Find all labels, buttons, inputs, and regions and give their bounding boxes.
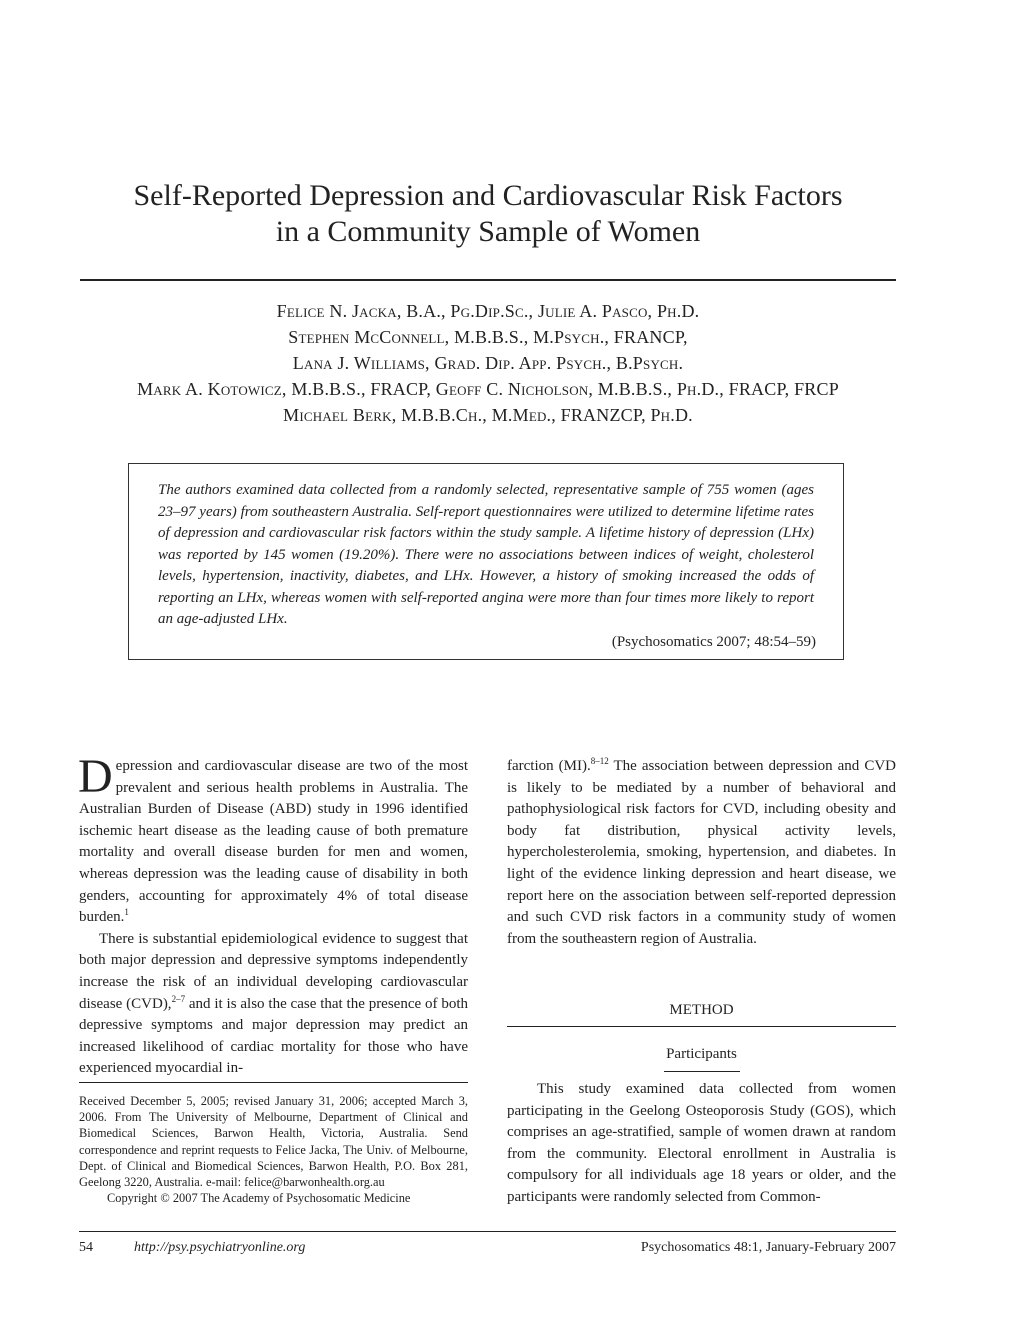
author-line: Mark A. Kotowicz, M.B.B.S., FRACP, Geoff C. Nicholson, M.B.B.S., Ph.D., FRACP, FRCP	[137, 379, 839, 399]
subsection-heading-participants: Participants	[666, 1046, 737, 1062]
title-divider	[80, 279, 896, 281]
intro-text: epression and cardiovascular disease are two of the most prevalent and serious health problems in Australia. The Australian Burden of Disease (ABD) study in 1996 identified ischemic heart disease as the leading cause of both premature mortality and overall disease burden for men and women, whereas depression was the leading cause of disability in both genders, accounting for approximately 4% of total disease burden.	[79, 758, 468, 926]
reference-superscript[interactable]: 2–7	[171, 993, 186, 1004]
drop-cap: D	[78, 750, 113, 803]
article-title	[80, 178, 896, 250]
journal-citation: Psychosomatics 48:1, January-February 2007	[640, 1240, 896, 1255]
reference-superscript[interactable]: 8–12	[590, 756, 609, 766]
intro-paragraph	[78, 750, 468, 929]
page-number: 54	[79, 1240, 93, 1255]
section-divider	[507, 1026, 896, 1027]
right-column	[507, 756, 896, 950]
journal-url-link[interactable]: http://psy.psychiatryonline.org	[134, 1240, 306, 1255]
footnote-received: Received December 5, 2005; revised January 31, 2006; accepted March 3, 2006. From The University of Melbourne, Department of Clinical and Biomedical Sciences, Barwon Health, Victoria, Australia. Send correspondence and reprint requests to Felice Jacka, The Univ. of Melbourne, Dept. of Clinical and Biomedical Sciences, Barwon Health, P.O. Box 281, Geelong 3220, Australia. e-mail: felice@barwonhealth.org.au	[79, 1094, 468, 1190]
section-heading-method: METHOD	[669, 1002, 734, 1018]
title-line-2: in a Community Sample of Women	[275, 215, 701, 248]
footnote	[79, 1093, 468, 1206]
abstract-text: The authors examined data collected from a randomly selected, representative sample of 755 women (ages 23–97 years) from southeastern Australia. Self-report questionnaires were utilized to determine lifetime rates of depression and cardiovascular risk factors within the study sample. A lifetime history of depression (LHx) was reported by 145 women (19.20%). There were no associations between indices of weight, cholesterol levels, hypertension, inactivity, diabetes, and LHx. However, a history of smoking increased the odds of reporting an LHx, whereas women with self-reported angina were more than four times more likely to report an age-adjusted LHx.	[158, 482, 814, 627]
author-line: Lana J. Williams, Grad. Dip. App. Psych., B.Psych.	[292, 353, 684, 373]
footer-divider	[79, 1231, 896, 1232]
footnote-divider	[79, 1082, 468, 1083]
method-text	[507, 1079, 896, 1208]
author-line: Felice N. Jacka, B.A., Pg.Dip.Sc., Julie A. Pasco, Ph.D.	[276, 301, 700, 321]
copyright-notice: Copyright © 2007 The Academy of Psychosomatic Medicine	[107, 1191, 411, 1206]
body-paragraph: There is substantial epidemiological evidence to suggest that both major depression and depressive symptoms independently increase the risk of an individual developing cardiovascular disease (CVD),$^{2-7}$ and it is also the case that the presence of both depressive symptoms and major depression may predict an increased likelihood of cardiac mortality for those who have experienced myocardial in-	[79, 930, 468, 1077]
subsection-underline	[664, 1071, 740, 1072]
title-line-1: Self-Reported Depression and Cardiovascular Risk Factors	[133, 179, 843, 212]
left-column	[78, 750, 468, 1080]
body-paragraph: This study examined data collected from women participating in the Geelong Osteoporosis Study (GOS), which comprises an age-stratified, sample of women drawn at random from the community. Electoral enrollment in Australia is compulsory for all individuals age 18 years or older, and the participants were randomly selected from Common-	[507, 1081, 896, 1205]
author-line: Michael Berk, M.B.B.Ch., M.Med., FRANZCP, Ph.D.	[283, 405, 693, 425]
abstract-citation: (Psychosomatics 2007; 48:54–59)	[611, 634, 816, 650]
reference-superscript[interactable]: 1	[124, 907, 129, 918]
body-paragraph: farction (MI).$^{8-12}$ The association between depression and CVD is likely to be mediated by a number of behavioral and pathophysiological risk factors for CVD, including obesity and body fat distribution, physical activity levels, hypercholesterolemia, smoking, hypertension, and diabetes. In light of the evidence linking depression and heart disease, we report here on the association between self-reported depression and such CVD risk factors in a community study of women from the southeastern region of Australia.	[507, 756, 896, 947]
author-line: Stephen McConnell, M.B.B.S., M.Psych., FRANCP,	[288, 327, 688, 347]
author-list	[60, 298, 916, 428]
